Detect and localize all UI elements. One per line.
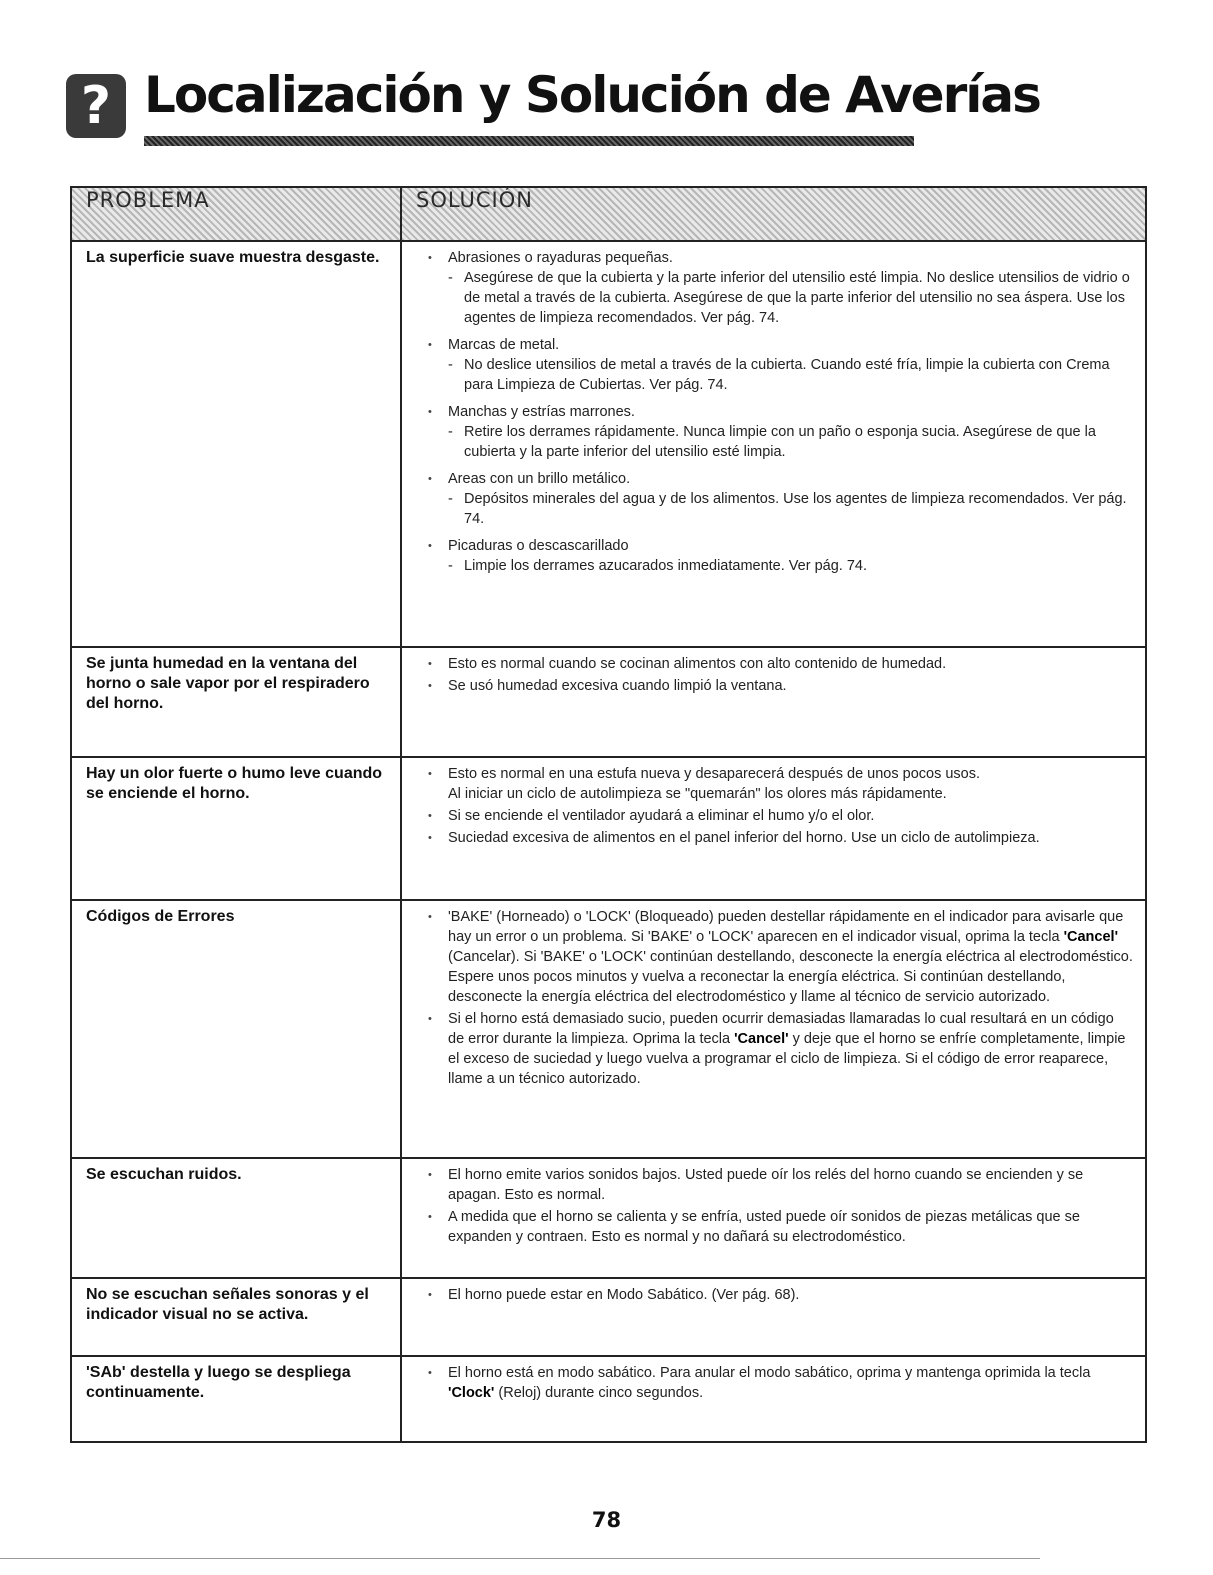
page-header bbox=[62, 60, 1040, 150]
column-header-problem: PROBLEMA bbox=[71, 187, 401, 241]
solution-list bbox=[428, 654, 1133, 696]
title-underline bbox=[144, 136, 914, 146]
solution-list bbox=[428, 248, 1133, 576]
table-row bbox=[71, 1356, 1146, 1442]
table-row bbox=[71, 900, 1146, 1158]
table-row bbox=[71, 241, 1146, 647]
list-item: • El horno emite varios sonidos bajos. Usted puede oír los relés del horno cuando se encienden y se apagan. Esto es normal. bbox=[428, 1165, 1133, 1205]
list-item: • Esto es normal cuando se cocinan alimentos con alto contenido de humedad. bbox=[428, 654, 1133, 674]
list-item: • El horno está en modo sabático. Para anular el modo sabático, oprima y mantenga oprimida la tecla 'Clock' (Reloj) durante cinco segundos. bbox=[428, 1363, 1133, 1403]
table-row bbox=[71, 1278, 1146, 1356]
problem-cell: Códigos de Errores bbox=[71, 900, 401, 1158]
problem-cell: La superficie suave muestra desgaste. bbox=[71, 241, 401, 647]
key-label: 'Cancel' bbox=[734, 1031, 789, 1047]
list-item: • Areas con un brillo metálico. - Depósitos minerales del agua y de los alimentos. Use los agentes de limpieza recomendados. Ver pág. 74. bbox=[428, 469, 1133, 529]
table-row bbox=[71, 757, 1146, 900]
sub-item: - No deslice utensilios de metal a través de la cubierta. Cuando esté fría, limpie la cubierta con Crema para Limpieza de Cubiertas. Ver pág. 74. bbox=[448, 355, 1133, 395]
list-item: • Esto es normal en una estufa nueva y desaparecerá después de unos pocos usos. Al iniciar un ciclo de autolimpieza se "quemarán" los olores más rápidamente. bbox=[428, 764, 1133, 804]
list-item: • Marcas de metal. - No deslice utensilios de metal a través de la cubierta. Cuando esté fría, limpie la cubierta con Crema para Limpieza de Cubiertas. Ver pág. 74. bbox=[428, 335, 1133, 395]
solution-list bbox=[428, 1363, 1133, 1403]
sub-item: - Retire los derrames rápidamente. Nunca limpie con un paño o esponja sucia. Asegúrese de que la cubierta y la parte inferior del utensilio esté limpia. bbox=[448, 422, 1133, 462]
table-header-row bbox=[71, 187, 1146, 241]
troubleshooting-table bbox=[70, 186, 1147, 1443]
solution-cell bbox=[401, 1278, 1146, 1356]
table-row bbox=[71, 1158, 1146, 1278]
list-item: • Si se enciende el ventilador ayudará a eliminar el humo y/o el olor. bbox=[428, 806, 1133, 826]
bottom-rule bbox=[0, 1558, 1040, 1559]
problem-cell: Se escuchan ruidos. bbox=[71, 1158, 401, 1278]
solution-cell bbox=[401, 241, 1146, 647]
list-item: • 'BAKE' (Horneado) o 'LOCK' (Bloqueado) pueden destellar rápidamente en el indicador para avisarle que hay un error o un problema. Si 'BAKE' o 'LOCK' aparecen en el indicador visual, oprima la tecla 'Cancel' (Cancelar). Si 'BAKE' o 'LOCK' continúan destellando, desconecte la energía eléctrica al electrodoméstico. Espere unos pocos minutos y vuelva a reconectar la energía eléctrica. Si continúan destellando, desconecte la energía eléctrica del electrodoméstico y llame al técnico de servicio autorizado. bbox=[428, 907, 1133, 1007]
column-header-solution: SOLUCIÓN bbox=[401, 187, 1146, 241]
table-row bbox=[71, 647, 1146, 757]
list-item: • Manchas y estrías marrones. - Retire los derrames rápidamente. Nunca limpie con un paño o esponja sucia. Asegúrese de que la cubierta y la parte inferior del utensilio esté limpia. bbox=[428, 402, 1133, 462]
sub-item: - Asegúrese de que la cubierta y la parte inferior del utensilio esté limpia. No deslice utensilios de vidrio o de metal a través de la cubierta. Asegúrese de que la parte inferior del utensilio no sea áspera. Use los agentes de limpieza recomendados. Ver pág. 74. bbox=[448, 268, 1133, 328]
page-number: 78 bbox=[591, 1508, 622, 1532]
list-item: • Picaduras o descascarillado - Limpie los derrames azucarados inmediatamente. Ver pág. 74. bbox=[428, 536, 1133, 576]
solution-list bbox=[428, 764, 1133, 848]
solution-cell bbox=[401, 900, 1146, 1158]
problem-cell: 'SAb' destella y luego se despliega continuamente. bbox=[71, 1356, 401, 1442]
solution-cell bbox=[401, 1158, 1146, 1278]
problem-cell: Se junta humedad en la ventana del horno o sale vapor por el respiradero del horno. bbox=[71, 647, 401, 757]
sub-item: - Limpie los derrames azucarados inmediatamente. Ver pág. 74. bbox=[448, 556, 1133, 576]
list-item: • Se usó humedad excesiva cuando limpió la ventana. bbox=[428, 676, 1133, 696]
list-item: • Si el horno está demasiado sucio, pueden ocurrir demasiadas llamaradas lo cual resultará en un código de error durante la limpieza. Oprima la tecla 'Cancel' y deje que el horno se enfríe completamente, limpie el exceso de suciedad y luego vuelva a programar el ciclo de limpieza. Si el código de error reaparece, llame a un técnico autorizado. bbox=[428, 1009, 1133, 1089]
list-item: • El horno puede estar en Modo Sabático. (Ver pág. 68). bbox=[428, 1285, 1133, 1305]
solution-cell bbox=[401, 647, 1146, 757]
list-item: • Suciedad excesiva de alimentos en el panel inferior del horno. Use un ciclo de autolimpieza. bbox=[428, 828, 1133, 848]
list-item: • Abrasiones o rayaduras pequeñas. - Asegúrese de que la cubierta y la parte inferior del utensilio esté limpia. No deslice utensilios de vidrio o de metal a través de la cubierta. Asegúrese de que la parte inferior del utensilio no sea áspera. Use los agentes de limpieza recomendados. Ver pág. 74. bbox=[428, 248, 1133, 328]
problem-cell: No se escuchan señales sonoras y el indicador visual no se activa. bbox=[71, 1278, 401, 1356]
solution-list bbox=[428, 1285, 1133, 1305]
key-label: 'Clock' bbox=[448, 1385, 495, 1401]
list-item: • A medida que el horno se calienta y se enfría, usted puede oír sonidos de piezas metálicas que se expanden y contraen. Esto es normal y no dañará su electrodoméstico. bbox=[428, 1207, 1133, 1247]
solution-cell bbox=[401, 757, 1146, 900]
page-title: Localización y Solución de Averías bbox=[144, 66, 1040, 124]
sub-item: - Depósitos minerales del agua y de los alimentos. Use los agentes de limpieza recomendados. Ver pág. 74. bbox=[448, 489, 1133, 529]
question-mark-icon: ? bbox=[66, 74, 126, 138]
solution-list bbox=[428, 1165, 1133, 1247]
solution-cell bbox=[401, 1356, 1146, 1442]
key-label: 'Cancel' bbox=[1063, 929, 1119, 945]
solution-list bbox=[428, 907, 1133, 1089]
problem-cell: Hay un olor fuerte o humo leve cuando se enciende el horno. bbox=[71, 757, 401, 900]
